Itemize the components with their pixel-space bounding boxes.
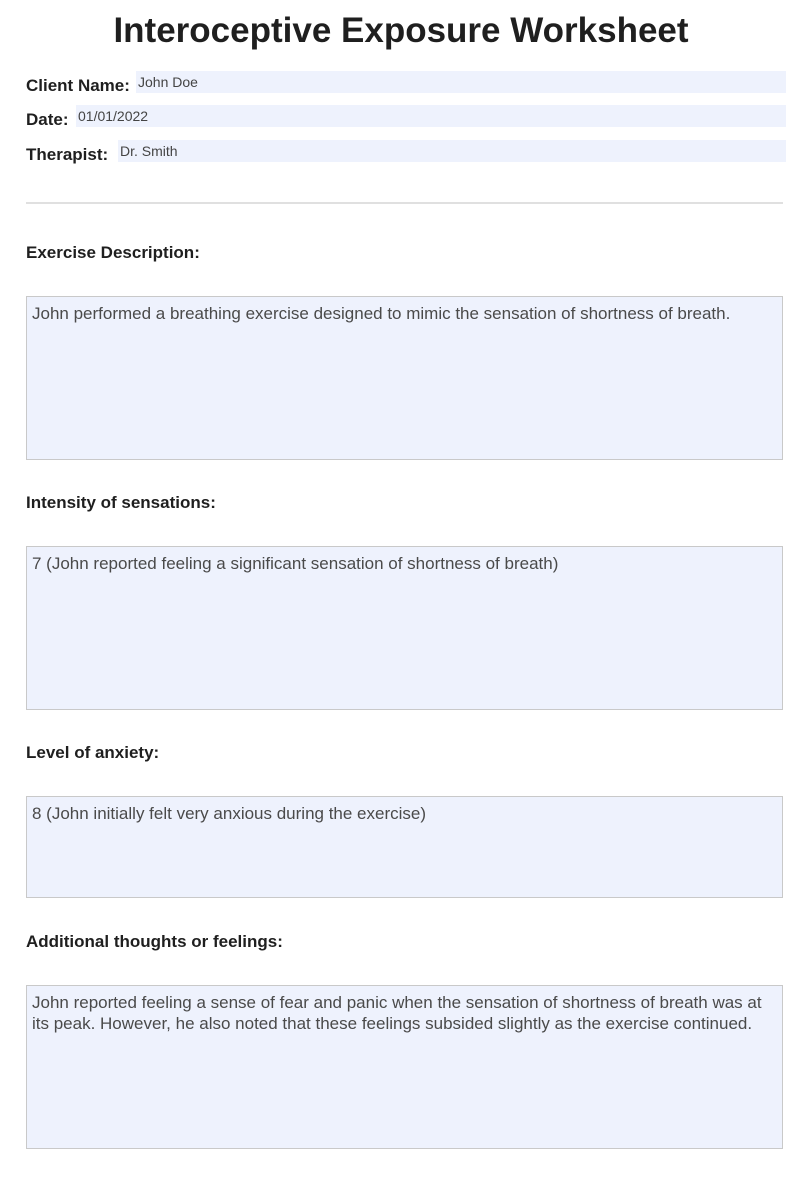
additional-thoughts-label: Additional thoughts or feelings: bbox=[26, 932, 283, 951]
date-label: Date: bbox=[26, 110, 69, 129]
anxiety-field[interactable]: 8 (John initially felt very anxious during the exercise) bbox=[26, 796, 783, 898]
anxiety-label: Level of anxiety: bbox=[26, 743, 160, 762]
intensity-label: Intensity of sensations: bbox=[26, 493, 216, 512]
intensity-field[interactable]: 7 (John reported feeling a significant sensation of shortness of breath) bbox=[26, 546, 783, 710]
therapist-label: Therapist: bbox=[26, 145, 109, 164]
client-name-row bbox=[26, 74, 786, 98]
therapist-row bbox=[26, 143, 786, 167]
date-row bbox=[26, 108, 786, 132]
page-title: Interoceptive Exposure Worksheet bbox=[113, 11, 689, 50]
exercise-description-field[interactable]: John performed a breathing exercise designed to mimic the sensation of shortness of breath. bbox=[26, 296, 783, 460]
section-divider bbox=[26, 202, 783, 204]
therapist-field[interactable]: Dr. Smith bbox=[118, 140, 786, 162]
client-name-field[interactable]: John Doe bbox=[136, 71, 786, 93]
date-field[interactable]: 01/01/2022 bbox=[76, 105, 786, 127]
exercise-description-label: Exercise Description: bbox=[26, 243, 200, 262]
client-name-label: Client Name: bbox=[26, 76, 130, 95]
additional-thoughts-field[interactable]: John reported feeling a sense of fear and panic when the sensation of shortness of breath was at its peak. However, he also noted that these feelings subsided slightly as the exercise continued. bbox=[26, 985, 783, 1149]
